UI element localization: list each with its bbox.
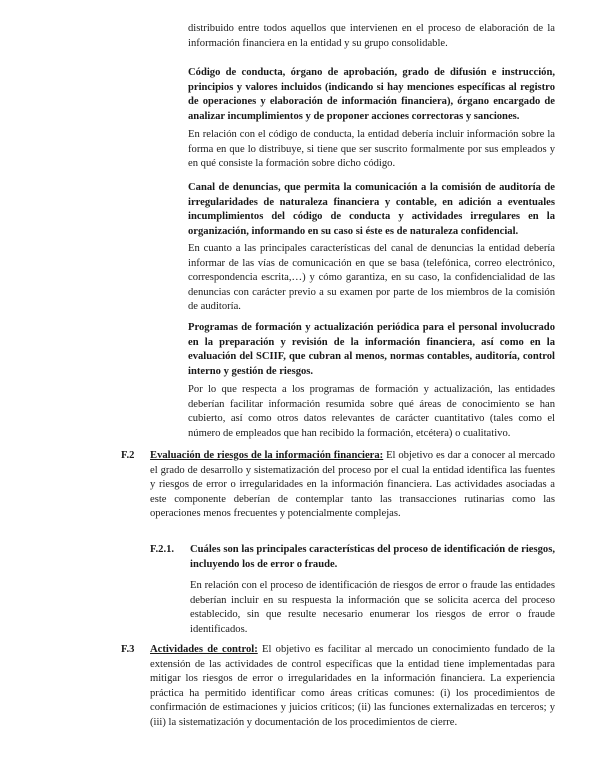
heading-programas-formacion: Programas de formación y actualización periódica para el personal involucrado en la preparación y revisión de la información financiera, así como en la evaluación del SCIIF, que cubran al menos, normas contables, auditoría, control interno y gestión de riesgos. [188, 322, 555, 377]
paragraph-codigo-conducta: En relación con el código de conducta, la entidad debería incluir información sobre la forma en que lo distribuye, si tiene que ser suscrito formalmente por sus empleados y en qué consiste la formación sobre dicho código. [188, 129, 555, 170]
section-number-f21: F.2.1. [150, 544, 175, 555]
heading-canal-denuncias: Canal de denuncias, que permita la comunicación a la comisión de auditoría de irregularidades de naturaleza financiera y contable, en adición a eventuales incumplimientos del código de conducta y actividades irregulares en la organización, informando en su caso si éste es de naturaleza confidencial. [188, 182, 555, 237]
paragraph-f21: En relación con el proceso de identificación de riesgos de error o fraude las entidades deberían incluir en su respuesta la información que se solicita acerca del proceso establecido, sin que resulte necesario enumerar los riesgos de error o fraude identificados. [190, 580, 555, 635]
section-f2 [150, 449, 555, 522]
paragraph-intro: distribuido entre todos aquellos que intervienen en el proceso de elaboración de la información financiera en la entidad y su grupo consolidable. [188, 23, 555, 49]
section-number-f2: F.2 [121, 450, 135, 461]
section-f3-text: El objetivo es facilitar al mercado un conocimiento fundado de la extensión de las actividades de control específicas que la entidad tiene implementadas para mitigar los riesgos de error o irregularidades en la información financiera. La experiencia práctica ha permitido identificar como áreas críticas comunes: (i) los procedimientos de confirmación de estimaciones y juicios críticos; (ii) las funciones externalizadas en terceros; y (iii) la sistematización y documentación de los procedimientos de cierre. [150, 644, 555, 728]
section-f3 [150, 643, 555, 731]
paragraph-programas-formacion: Por lo que respecta a los programas de formación y actualización, las entidades deberían facilitar información resumida sobre qué áreas de conocimiento se han cubierto, así como otros datos relevantes de carácter cuantitativo (tales como el número de empleados que han recibido la formación, etcétera) o cualitativo. [188, 384, 555, 439]
section-f2-text: El objetivo es dar a conocer al mercado el grado de desarrollo y sistematización del proceso por el cual la entidad identifica las fuentes y riesgos de error o irregularidades en la información financiera. Las actividades asociadas a este componente deberían de contemplar tanto las transacciones rutinarias como las operaciones menos frecuentes y potencialmente complejas. [150, 450, 556, 520]
paragraph-canal-denuncias: En cuanto a las principales características del canal de denuncias la entidad debería informar de las vías de comunicación en que se basa (telefónica, correo electrónico, correspondencia escrita,…) y cómo garantiza, en su caso, la confidencialidad de las denuncias con carácter previo a su examen por parte de los miembros de la comisión de auditoría. [188, 243, 555, 313]
heading-codigo-conducta: Código de conducta, órgano de aprobación, grado de difusión e instrucción, principios y valores incluidos (indicando si hay menciones específicas al registro de operaciones y elaboración de información financiera), órgano encargado de analizar incumplimientos y de proponer acciones correctoras y sanciones. [188, 67, 555, 122]
heading-f21: Cuáles son las principales características del proceso de identificación de riesgos, incluyendo los de error o fraude. [190, 544, 555, 570]
section-number-f3: F.3 [121, 644, 135, 655]
section-f2-label: Evaluación de riesgos de la información financiera: [150, 450, 384, 461]
section-f3-label: Actividades de control: [150, 644, 258, 655]
